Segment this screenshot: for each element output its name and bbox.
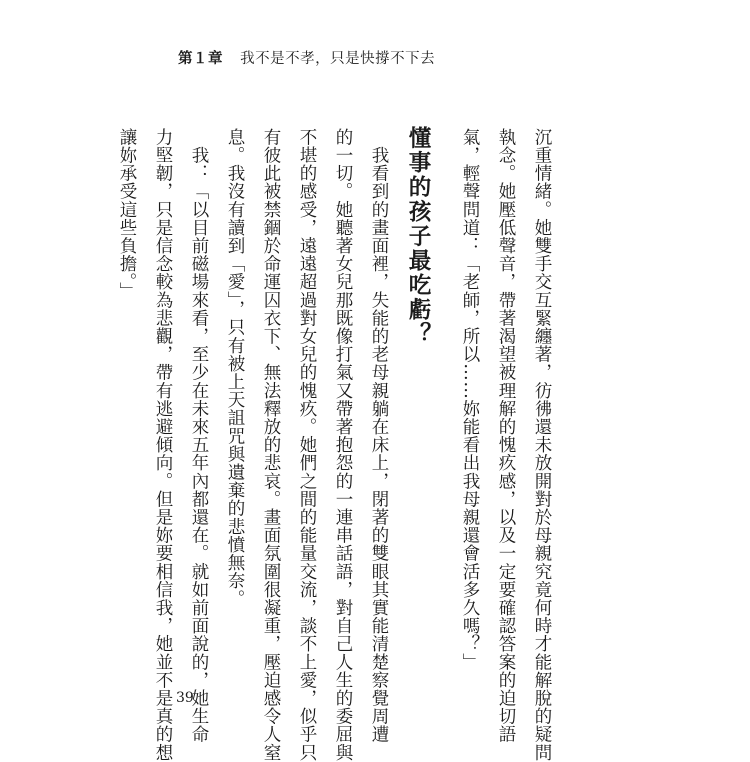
running-header (178, 47, 435, 68)
chapter-number: 第１章 (178, 51, 223, 67)
text-column: 沉重情緒。她雙手交互緊纏著，彷彿還未放開對於母親究竟何時才能解脫的疑問 (532, 128, 552, 762)
text-column: 執念。她壓低聲音，帶著渴望被理解的愧疚感，以及一定要確認答案的迫切語 (496, 128, 516, 744)
text-column: 息。我沒有讀到「愛」，只有被上天詛咒與遺棄的悲憤無奈。 (225, 128, 245, 608)
text-column: 的一切。她聽著女兒那既像打氣又帶著抱怨的一連串話語，對自己人生的委屈與 (333, 128, 353, 762)
page-number: 39 (176, 690, 194, 706)
text-column: 不堪的感受，遠遠超過對女兒的愧疚。她們之間的能量交流，談不上愛，似乎只 (297, 128, 317, 762)
text-column: 有彼此被禁錮於命運囚衣下、無法釋放的悲哀。畫面氛圍很凝重，壓迫感令人窒 (261, 128, 281, 762)
chapter-title: 我不是不孝，只是快撐不下去 (240, 51, 436, 67)
text-column: 讓妳承受這些負擔。」 (117, 128, 137, 301)
text-column: 力堅韌，只是信念較為悲觀，帶有逃避傾向。但是妳要相信我，她並不是真的想 (153, 128, 173, 762)
text-column: 氣，輕聲問道：「老師，所以……妳能看出我母親還會活多久嗎？」 (460, 128, 480, 671)
section-heading: 懂事的孩子最吃虧？ (405, 126, 431, 347)
text-column: 我看到的畫面裡，失能的老母親躺在床上，閉著的雙眼其實能清楚察覺周遭 (369, 128, 389, 744)
text-column: 我：「以目前磁場來看，至少在未來五年內都還在。就如前面說的，她生命 (189, 128, 209, 744)
